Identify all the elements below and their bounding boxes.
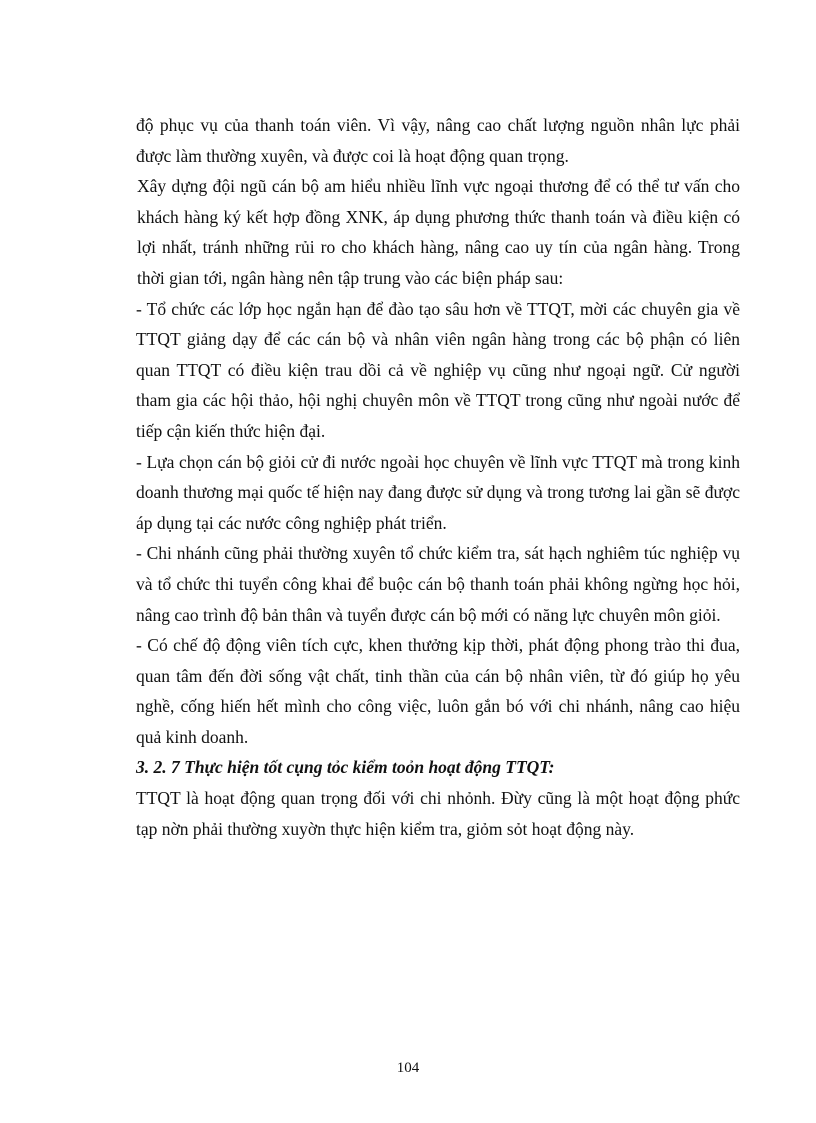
list-item-short-courses: - Tổ chức các lớp học ngắn hạn để đào tạo sâu hơn về TTQT, mời các chuyên gia về TTQT giảng dạy để các cán bộ và nhân viên ngân hàng trong các bộ phận có liên quan TTQT có điều kiện trau dồi cả về nghiệp vụ cũng như ngoại ngữ. Cử người tham gia các hội thảo, hội nghị chuyên môn về TTQT trong cũng như ngoài nước để tiếp cận kiến thức hiện đại. bbox=[136, 298, 740, 441]
paragraph-staff-development: Xây dựng đội ngũ cán bộ am hiểu nhiều lĩnh vực ngoại thương để có thể tư vấn cho khách hàng ký kết hợp đồng XNK, áp dụng phương thức thanh toán và điều kiện có lợi nhất, tránh những rủi ro cho khách hàng, nâng cao uy tín của ngân hàng. Trong thời gian tới, ngân hàng nên tập trung vào các biện pháp sau: bbox=[137, 176, 740, 288]
paragraph-audit: TTQT là hoạt động quan trọng đối với chi nhỏnh. Đừy cũng là một hoạt động phức tạp nờn phải thường xuyờn thực hiện kiểm tra, giỏm sỏt hoạt động này. bbox=[136, 788, 740, 839]
paragraph-intro-continuation: độ phục vụ của thanh toán viên. Vì vậy, nâng cao chất lượng nguồn nhân lực phải được làm thường xuyên, và được coi là hoạt động quan trọng. bbox=[136, 115, 740, 166]
page-body bbox=[136, 110, 740, 844]
page-number: 104 bbox=[396, 1060, 420, 1076]
list-item-overseas-study: - Lựa chọn cán bộ giỏi cử đi nước ngoài học chuyên về lĩnh vực TTQT mà trong kinh doanh thương mại quốc tế hiện nay đang được sử dụng và trong tương lai gần sẽ được áp dụng tại các nước công nghiệp phát triển. bbox=[136, 451, 740, 533]
list-item-examinations: - Chi nhánh cũng phải thường xuyên tổ chức kiểm tra, sát hạch nghiêm túc nghiệp vụ và tổ chức thi tuyển công khai để buộc cán bộ thanh toán phải không ngừng học hỏi, nâng cao trình độ bản thân và tuyển được cán bộ mới có năng lực chuyên môn giỏi. bbox=[136, 543, 740, 625]
list-item-incentives: - Có chế độ động viên tích cực, khen thưởng kịp thời, phát động phong trào thi đua, quan tâm đến đời sống vật chất, tinh thần của cán bộ nhân viên, từ đó giúp họ yêu nghề, cống hiến hết mình cho công việc, luôn gắn bó với chi nhánh, nâng cao hiệu quả kinh doanh. bbox=[136, 635, 740, 747]
section-heading: 3. 2. 7 Thực hiện tốt cụng tỏc kiểm toỏn hoạt động TTQT: bbox=[136, 757, 555, 778]
